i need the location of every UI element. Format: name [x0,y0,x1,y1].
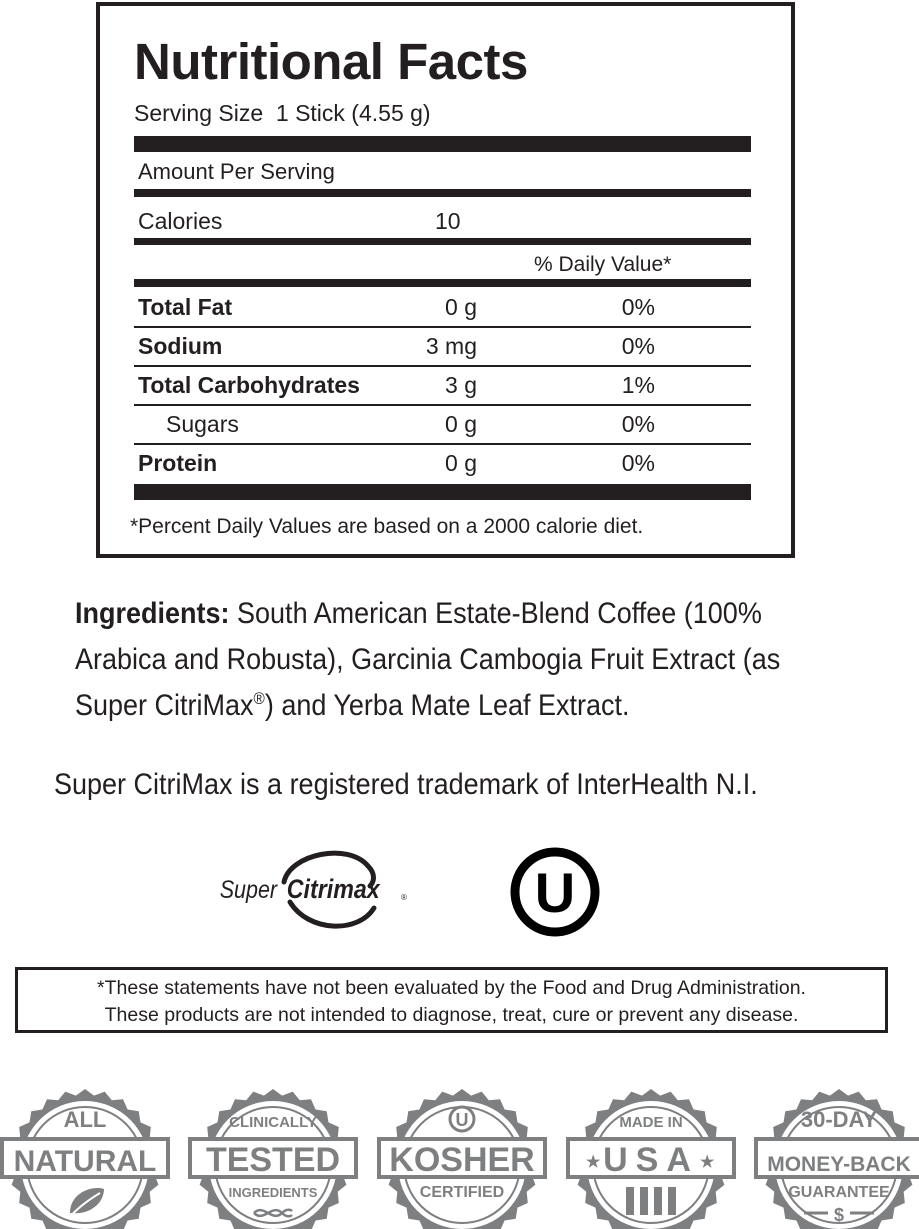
badge-natural [0,1085,170,1229]
serving-size: Serving Size 1 Stick (4.55 g) [134,100,431,126]
nutrient-name: Protein [138,450,218,476]
row-divider [134,365,751,367]
kosher-ou-logo [509,846,601,938]
citrimax-super-text: Super [219,875,278,904]
citrimax-registered-text: ® [401,893,407,902]
badge-bottom-text: GUARANTEE [788,1184,890,1201]
calories-label: Calories [138,208,223,234]
thick-divider [134,484,751,500]
dollar-sign-icon: $ [833,1205,845,1225]
nutrient-daily-value: 0% [621,333,655,359]
nutrient-name: Total Fat [138,294,233,320]
badge-bottom-text: INGREDIENTS [228,1185,318,1200]
badge-main-text: TESTED [205,1141,341,1179]
ingredients-list-part1: South American Estate-Blend Coffee (100% Arabica and Robusta), Garcinia Cambogia Fruit Extract (as Super CitriMax [75,597,781,722]
thick-divider [134,136,751,152]
badge-main-text: MONEY-BACK [767,1153,911,1176]
badge-top-text: ALL [63,1107,107,1132]
nutrient-name: Sodium [138,333,223,359]
nutrient-name: Total Carbohydrates [138,372,360,398]
nutrient-amount: 3 mg [425,333,477,359]
nutrient-amount: 0 g [445,411,477,437]
row-divider [134,326,751,328]
medium-divider [134,238,751,245]
badge-money-back [754,1085,919,1229]
row-divider [134,404,751,406]
badge-top-text: MADE IN [619,1114,683,1131]
daily-value-footnote: *Percent Daily Values are based on a 2000 calorie diet. [130,515,644,538]
kosher-u-letter: U [534,861,576,924]
nutrient-daily-value: 0% [621,294,655,320]
registered-mark: ® [253,689,265,708]
nutrient-daily-value: 0% [621,411,655,437]
daily-value-header: % Daily Value* [534,253,672,276]
badge-bottom-text: CERTIFIED [419,1184,505,1201]
calories-value: 10 [435,208,461,234]
badge-main-text: KOSHER [389,1141,535,1179]
ingredients-text [75,591,795,729]
nutrient-name: Sugars [166,411,239,437]
nutrient-daily-value: 1% [621,372,655,398]
trademark-note: Super CitriMax is a registered trademark of InterHealth N.I. [54,768,758,801]
ingredients-label: Ingredients: [75,597,230,630]
super-citrimax-logo [218,848,418,932]
nutrient-amount: 0 g [445,450,477,476]
disclaimer-line-1: *These statements have not been evaluated by the Food and Drug Administration. [97,977,806,999]
badge-top-text: 30-DAY [800,1107,878,1132]
badge-top-text: CLINICALLY [229,1114,317,1131]
badge-top-text: U [455,1110,469,1130]
star-icon: ★ [586,1154,601,1171]
nutrition-title: Nutritional Facts [134,33,528,90]
star-icon: ★ [700,1154,715,1171]
medium-divider [134,189,751,197]
nutrient-amount: 0 g [445,294,477,320]
nutrition-facts-panel [96,2,795,558]
nutrient-daily-value: 0% [621,450,655,476]
badge-usa [566,1085,736,1229]
badge-tested [188,1085,358,1229]
row-divider [134,443,751,445]
fda-disclaimer [15,967,888,1033]
badge-main-text: USA [603,1141,699,1179]
ingredients-list-part2: ) and Yerba Mate Leaf Extract. [264,689,630,722]
badge-kosher [377,1085,547,1229]
nutrient-amount: 3 g [445,372,477,398]
amount-per-serving-label: Amount Per Serving [138,159,335,184]
medium-divider [134,279,751,287]
citrimax-name-text: Citrimax [286,874,380,905]
disclaimer-line-2: These products are not intended to diagnose, treat, cure or prevent any disease. [104,1004,799,1026]
badge-main-text: NATURAL [13,1145,157,1178]
